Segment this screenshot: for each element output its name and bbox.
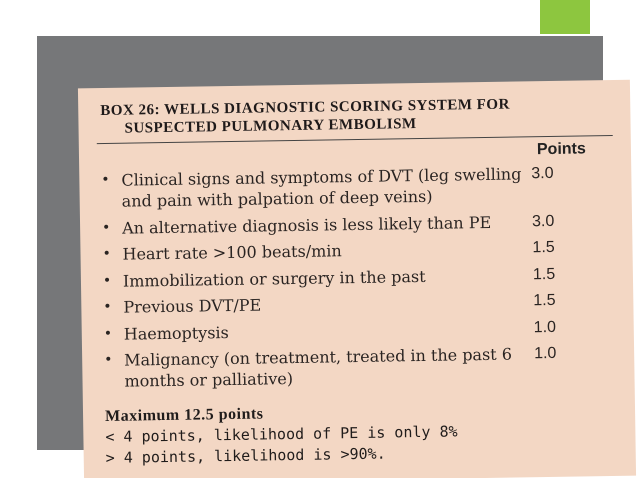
criterion-points: 1.5 [532,265,556,283]
high-likelihood-line: > 4 points, likelihood is >90%. [105,444,386,467]
criterion-text: Clinical signs and symptoms of DVT (leg swelling and pain with palpation of deep veins) [121,164,522,211]
bullet-icon: • [103,298,112,315]
criterion-item [103,262,623,291]
criterion-item [102,209,622,238]
criterion-points: 1.5 [533,291,556,310]
bullet-icon: • [103,325,113,342]
bullet-icon: • [101,171,110,189]
bullet-icon: • [102,245,111,262]
score-summary [105,398,606,469]
criteria-list [101,162,625,398]
bullet-icon: • [101,219,111,236]
criterion-text: An alternative diagnosis is less likely than PE [121,212,492,238]
box-title-line2: SUSPECTED PULMONARY EMBOLISM [124,116,417,137]
criterion-item [104,342,625,392]
criterion-points: 1.0 [533,318,557,336]
criterion-points: 1.0 [534,344,557,363]
criterion-item [101,162,622,212]
criterion-points: 3.0 [531,164,554,183]
criterion-text: Haemoptysis [123,322,229,344]
criterion-text: Previous DVT/PE [123,295,262,317]
bullet-icon: • [104,351,113,368]
criterion-points: 3.0 [531,212,555,230]
criterion-item [103,289,623,318]
accent-square [540,0,590,34]
box-title-line1: BOX 26: WELLS DIAGNOSTIC SCORING SYSTEM FOR [100,96,510,120]
criterion-item [104,315,624,344]
scanned-photo [37,36,603,467]
criterion-text: Heart rate >100 beats/min [122,241,342,264]
criterion-item [102,236,622,265]
criterion-points: 1.5 [532,238,555,257]
criterion-text: Malignancy (on treatment, treated in the past 6 months or palliative) [124,344,513,391]
wells-box [78,80,636,478]
points-column-header: Points [536,140,586,159]
maximum-score: Maximum 12.5 points [104,405,264,425]
low-likelihood-line: < 4 points, likelihood of PE is only 8% [105,422,458,446]
criterion-text: Immobilization or surgery in the past [122,266,426,291]
bullet-icon: • [102,272,112,289]
box-title [100,94,611,138]
